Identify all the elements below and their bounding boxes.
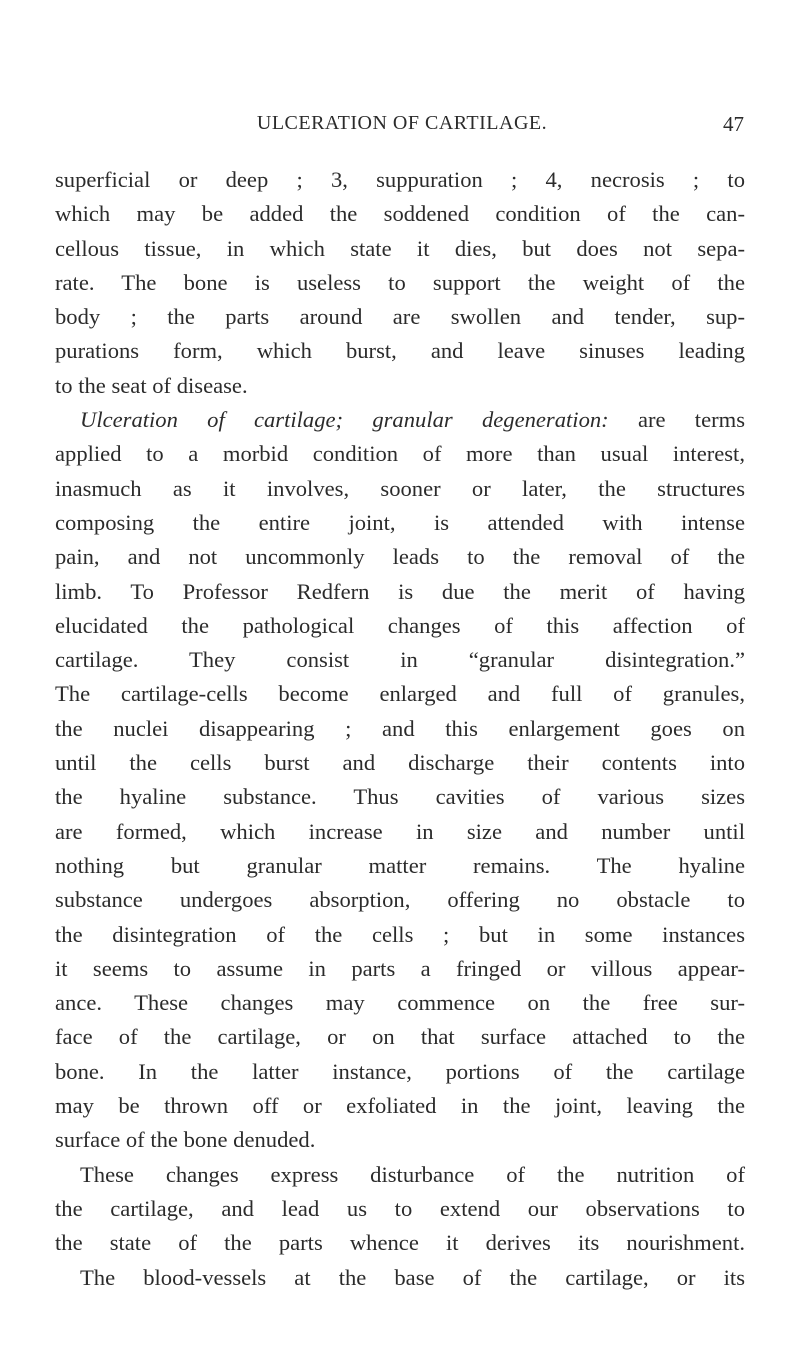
running-title: ULCERATION OF CARTILAGE. <box>256 112 548 134</box>
text-line: applied to a morbid condition of more than usual interest, <box>55 441 745 467</box>
text-line-paragraph-start: These changes express disturbance of the nutrition of <box>80 1161 745 1187</box>
text-line: limb. To Professor Redfern is due the merit of having <box>55 578 745 604</box>
text-line: until the cells burst and discharge their contents into <box>55 750 745 776</box>
text-line: The blood-vessels at the base of the cartilage, or its <box>80 1264 745 1290</box>
text-line: may be thrown off or exfoliated in the joint, leaving the <box>55 1093 745 1119</box>
text-line: the hyaline substance. Thus cavities of various sizes <box>55 784 745 810</box>
page-number: 47 <box>723 112 744 136</box>
text-line: the state of the parts whence it derives its nourishment. <box>55 1230 745 1256</box>
text-line: bone. In the latter instance, portions of the cartilage <box>55 1058 745 1084</box>
text-line: the disintegration of the cells ; but in some instances <box>55 921 745 947</box>
text-line-paragraph-start <box>55 403 745 437</box>
text-line: pain, and not uncommonly leads to the removal of the <box>55 544 745 570</box>
text-line: superficial or deep ; 3, suppuration ; 4, necrosis ; to <box>55 167 745 192</box>
text-line: face of the cartilage, or on that surface attached to the <box>55 1024 745 1050</box>
text-line: elucidated the pathological changes of this affection of <box>55 612 745 638</box>
text-line: purations form, which burst, and leave sinuses leading <box>55 338 745 364</box>
text-line: are formed, which increase in size and number until <box>55 818 745 844</box>
text-line: substance undergoes absorption, offering no obstacle to <box>55 887 745 913</box>
text-run: are terms <box>608 407 745 433</box>
body-text <box>55 163 745 1295</box>
text-line: the cartilage, and lead us to extend our observations to <box>55 1195 745 1221</box>
text-line: cartilage. They consist in “granular disintegration.” <box>55 647 745 673</box>
text-line: surface of the bone denuded. <box>55 1127 316 1153</box>
text-line: to the seat of disease. <box>55 372 248 398</box>
text-line: inasmuch as it involves, sooner or later, the structures <box>55 475 745 501</box>
text-line: The cartilage-cells become enlarged and full of granules, <box>55 681 745 707</box>
text-line: composing the entire joint, is attended with intense <box>55 509 745 535</box>
text-line: nothing but granular matter remains. The hyaline <box>55 852 745 878</box>
italic-term: Ulceration of cartilage; granular degeneration: <box>80 407 609 433</box>
text-line: body ; the parts around are swollen and tender, sup- <box>55 304 745 330</box>
text-line: the nuclei disappearing ; and this enlargement goes on <box>55 715 745 741</box>
text-line: which may be added the soddened condition of the can- <box>55 201 745 227</box>
text-line: ance. These changes may commence on the free sur- <box>55 990 745 1016</box>
text-line: rate. The bone is useless to support the weight of the <box>55 269 745 295</box>
running-head <box>60 112 744 138</box>
text-line: it seems to assume in parts a fringed or villous appear- <box>55 955 745 981</box>
text-line: cellous tissue, in which state it dies, but does not sepa- <box>55 235 745 261</box>
